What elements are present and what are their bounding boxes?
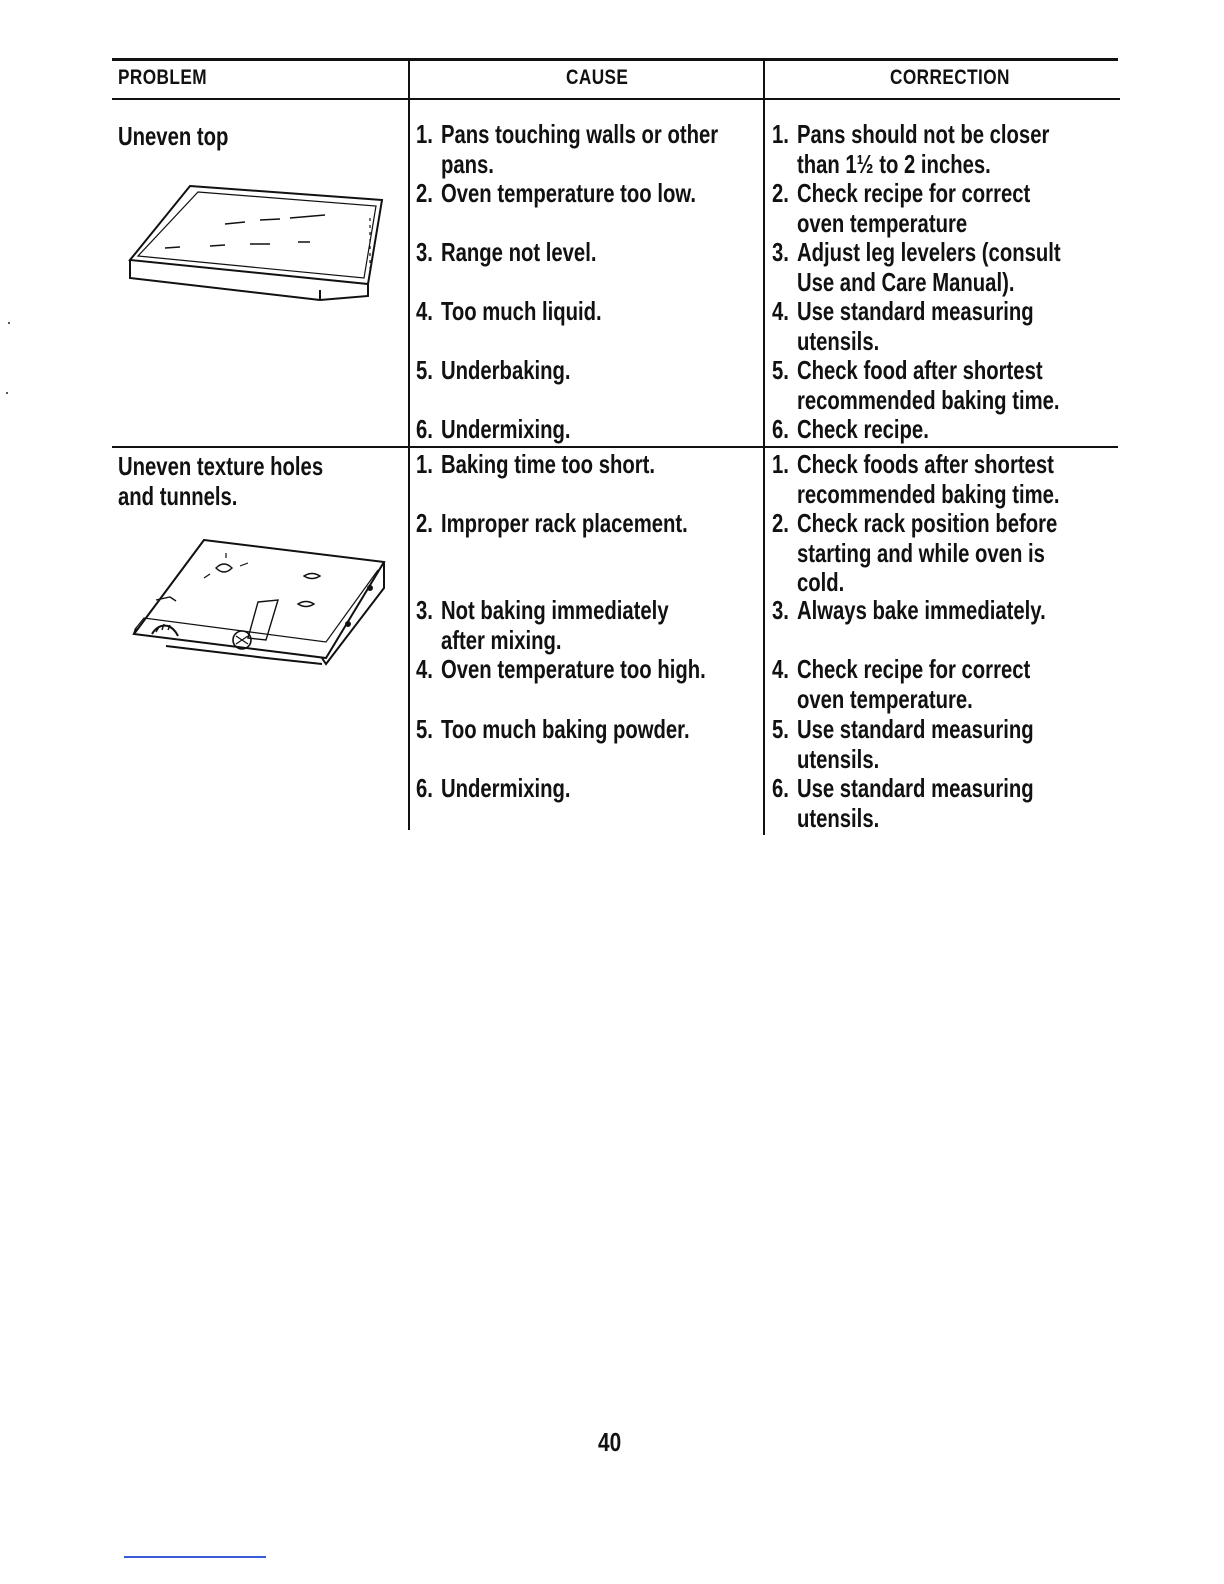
list-item: 2. Check rack position before starting and while oven is cold. (772, 508, 1058, 597)
list-item: 3. Adjust leg levelers (consult Use and Care Manual). (772, 237, 1061, 297)
column-divider-1 (408, 60, 410, 830)
list-item: 5. Too much baking powder. (416, 714, 690, 744)
scan-speck (6, 392, 8, 394)
page-number: 40 (598, 1427, 622, 1457)
list-item: 2. Check recipe for correct oven temperature (772, 178, 1031, 238)
list-item: 1. Pans should not be closer than 1½ to 2 inches. (772, 119, 1050, 179)
list-item: 3. Range not level. (416, 237, 597, 267)
list-item: 4. Use standard measuring utensils. (772, 296, 1034, 356)
scan-speck (8, 322, 10, 324)
footer-line (124, 1556, 266, 1558)
list-item: 1. Pans touching walls or other pans. (416, 119, 719, 179)
uneven-top-pan-drawing (120, 178, 390, 308)
cake-with-holes-drawing (126, 530, 392, 670)
list-item: 2. Oven temperature too low. (416, 178, 697, 208)
list-item: 1. Baking time too short. (416, 449, 656, 479)
list-item: 4. Too much liquid. (416, 296, 602, 326)
problem-uneven-texture: Uneven texture holes and tunnels. (118, 451, 324, 511)
list-item: 1. Check foods after shortest recommended baking time. (772, 449, 1060, 509)
list-item: 3. Always bake immediately. (772, 595, 1046, 625)
list-item: 6. Undermixing. (416, 414, 571, 444)
header-correction: CORRECTION (890, 66, 1010, 89)
list-item: 5. Use standard measuring utensils. (772, 714, 1034, 774)
table-top-rule (112, 58, 1118, 61)
header-problem: PROBLEM (118, 66, 207, 89)
header-cause: CAUSE (566, 66, 629, 89)
list-item: 2. Improper rack placement. (416, 508, 688, 538)
header-bottom-rule (112, 98, 1120, 100)
problem-uneven-top: Uneven top (118, 121, 229, 151)
list-item: 6. Check recipe. (772, 414, 929, 444)
column-divider-2 (763, 60, 765, 835)
list-item: 3. Not baking immediately after mixing. (416, 595, 669, 655)
row-divider-rule (112, 446, 1118, 448)
list-item: 6. Undermixing. (416, 773, 571, 803)
list-item: 6. Use standard measuring utensils. (772, 773, 1034, 833)
list-item: 4. Oven temperature too high. (416, 654, 706, 684)
list-item: 5. Check food after shortest recommended baking time. (772, 355, 1060, 415)
list-item: 5. Underbaking. (416, 355, 571, 385)
list-item: 4. Check recipe for correct oven temperature. (772, 654, 1031, 714)
